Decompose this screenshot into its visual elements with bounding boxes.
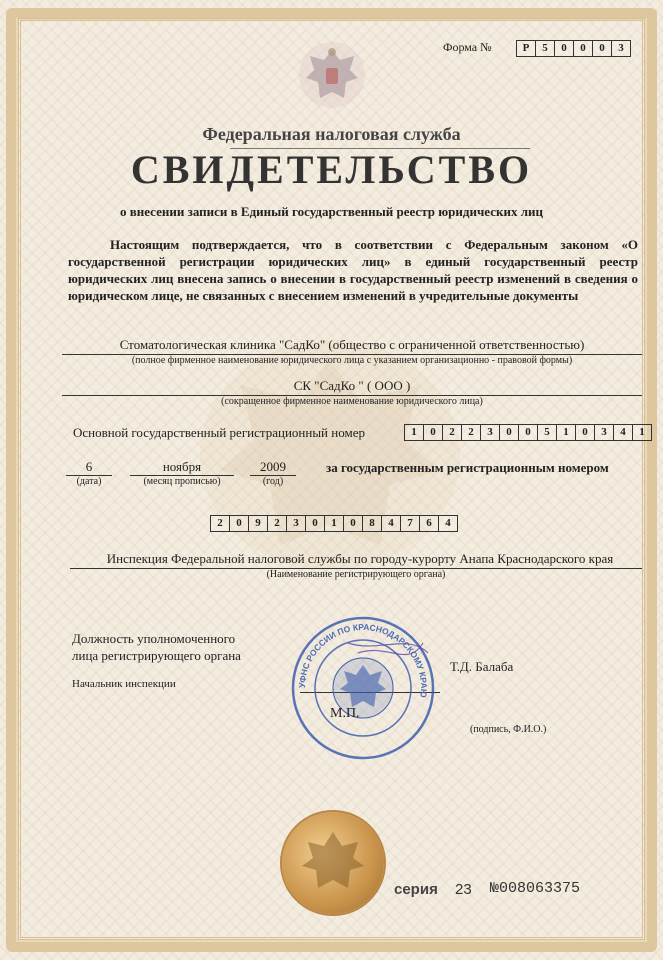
grn-digit: 2 <box>210 515 230 532</box>
coat-of-arms-icon <box>296 40 368 110</box>
entity-full-name: Стоматологическая клиника "СадКо" (общество с ограниченной ответственностью) <box>119 337 585 352</box>
position-label-line2: лица регистрирующего органа <box>72 648 241 663</box>
form-number-char: 0 <box>573 40 593 57</box>
date-month-caption: (месяц прописью) <box>143 476 221 487</box>
watermark-eagle-icon <box>190 330 470 580</box>
grn-digit: 4 <box>438 515 458 532</box>
date-month: ноября <box>162 459 202 474</box>
ogrn-digit: 0 <box>423 424 443 441</box>
date-day-caption: (дата) <box>76 476 102 487</box>
entity-short-name: СК "СадКо " ( ООО ) <box>293 378 411 393</box>
form-label: Форма № <box>443 40 492 54</box>
ogrn-digit: 4 <box>613 424 633 441</box>
grn-digit: 0 <box>305 515 325 532</box>
stamp-text: УФНС РОССИИ ПО КРАСНОДАРСКОМУ КРАЮ <box>296 621 430 699</box>
ogrn-label: Основной государственный регистрационный номер <box>73 425 365 440</box>
authority-caption: (Наименование регистрирующего органа) <box>266 569 446 580</box>
gold-seal-eagle-icon <box>282 812 384 914</box>
short-name-caption: (сокращенное фирменное наименование юридического лица) <box>221 396 483 407</box>
grn-digit: 7 <box>400 515 420 532</box>
signatory-name: Т.Д. Балаба <box>450 659 514 674</box>
form-number-char: 5 <box>535 40 555 57</box>
ogrn-digit: 5 <box>537 424 557 441</box>
agency-name: Федеральная налоговая служба <box>202 124 461 144</box>
body-text: Настоящим подтверждается, что в соответствии с Федеральным законом «О государственной регистрации юридических лиц» в единый государственный реестр юридических лиц внесена запись о внесении в государственный реестр изменений в сведения о юридическом лице, не связанных с внесением изменений в учредительные документы <box>68 237 638 303</box>
ogrn-digit: 0 <box>499 424 519 441</box>
grn-digit: 6 <box>419 515 439 532</box>
ogrn-digit: 3 <box>594 424 614 441</box>
form-number-char: 3 <box>611 40 631 57</box>
date-day: 6 <box>85 459 93 474</box>
form-number-char: Р <box>516 40 536 57</box>
form-number-boxes <box>517 40 631 57</box>
series-label: серия <box>394 881 438 898</box>
authority-name: Инспекция Федеральной налоговой службы по городу-курорту Анапа Краснодарского края <box>106 551 614 566</box>
signatory-position: Начальник инспекции <box>72 678 176 690</box>
ogrn-digit: 1 <box>632 424 652 441</box>
grn-digit: 8 <box>362 515 382 532</box>
grn-digit: 0 <box>229 515 249 532</box>
date-year-caption: (год) <box>262 476 284 487</box>
grn-digit: 9 <box>248 515 268 532</box>
grn-digit: 4 <box>381 515 401 532</box>
ogrn-digit: 1 <box>556 424 576 441</box>
stamp-place-mark: М.П. <box>330 706 360 721</box>
document-subtitle: о внесении записи в Единый государственный реестр юридических лиц <box>119 204 543 219</box>
signature-caption: (подпись, Ф.И.О.) <box>470 724 547 735</box>
ogrn-digit: 2 <box>442 424 462 441</box>
position-label-line1: Должность уполномоченного <box>72 631 236 646</box>
reg-number-label: за государственным регистрационным номером <box>326 460 609 475</box>
ogrn-digit: 0 <box>518 424 538 441</box>
full-name-caption: (полное фирменное наименование юридического лица с указанием организационно - правовой формы) <box>131 355 573 366</box>
ogrn-boxes <box>405 424 652 441</box>
grn-digit: 1 <box>324 515 344 532</box>
grn-digit: 3 <box>286 515 306 532</box>
document-title: СВИДЕТЕЛЬСТВО <box>130 147 533 192</box>
grn-digit: 2 <box>267 515 287 532</box>
date-year: 2009 <box>260 459 286 474</box>
grn-boxes <box>211 515 458 532</box>
official-stamp-icon <box>288 613 438 763</box>
series-value: 23 <box>455 881 472 898</box>
series-number: №008063375 <box>490 880 581 897</box>
form-number-char: 0 <box>592 40 612 57</box>
form-number-char: 0 <box>554 40 574 57</box>
ogrn-digit: 1 <box>404 424 424 441</box>
ogrn-digit: 0 <box>575 424 595 441</box>
grn-digit: 0 <box>343 515 363 532</box>
ogrn-digit: 2 <box>461 424 481 441</box>
ogrn-digit: 3 <box>480 424 500 441</box>
